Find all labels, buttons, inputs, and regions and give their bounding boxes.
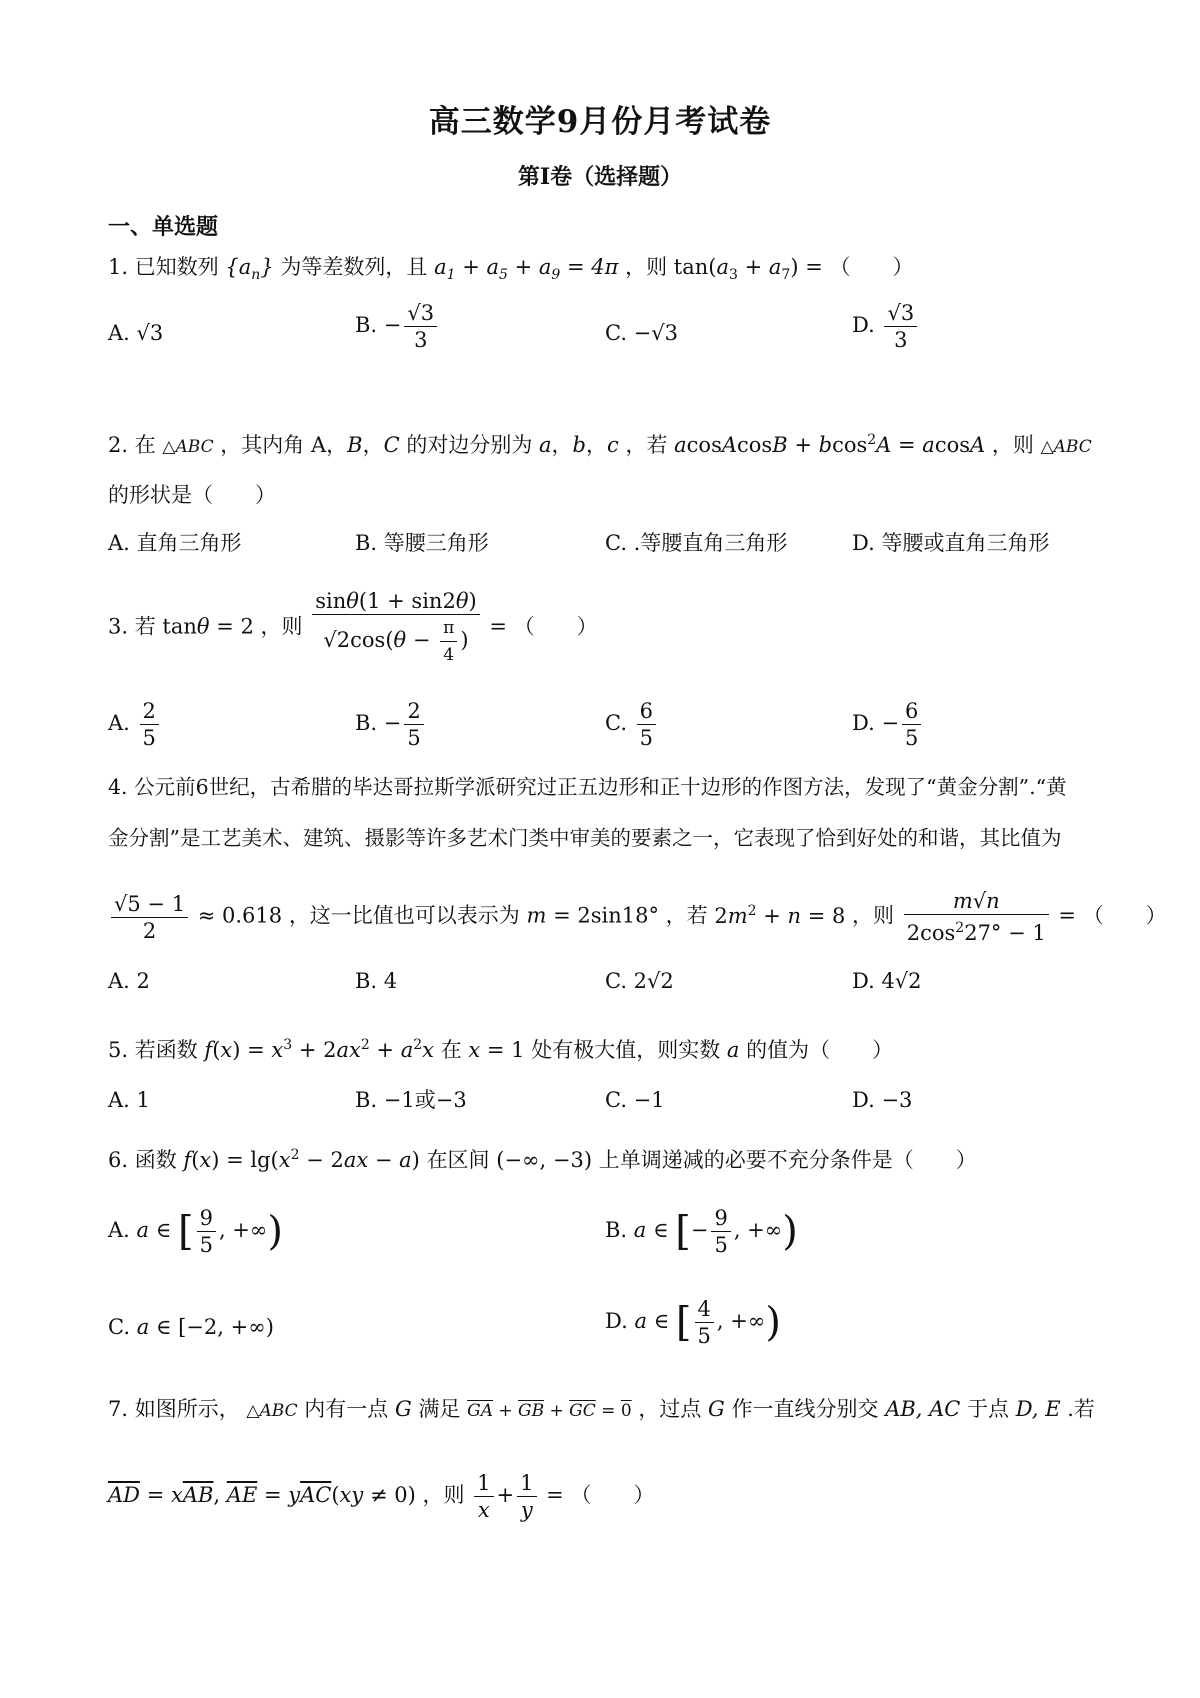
q6-option-d[interactable]: D. a ∈ [ $\frac{4}{5}$ , +∞) <box>605 1297 781 1348</box>
q5-option-a[interactable]: A. 1 <box>108 1088 150 1112</box>
q2-option-a[interactable]: A. 直角三角形 <box>108 531 242 555</box>
question-1: 1. 已知数列 $\{a_n\}$ 为等差数列，且 $a_1 + a_5 + a_9 = 4\pi$ ，则 $\tan(a_3 + a_7)$ = （ ） <box>108 255 914 284</box>
q3-option-d[interactable]: D. − $\frac{6}{5}$ <box>852 698 924 751</box>
question-3: 3. 若 tanθ = 2 ，则 sinθ(1 + sin2θ) √2cos(θ − $\frac{\pi}{4}$ ) = （ ） <box>108 589 598 665</box>
q3-option-a[interactable]: A. $\frac{2}{5}$ <box>108 698 162 751</box>
question-4-line2: 金分割”是工艺美术、建筑、摄影等许多艺术门类中审美的要素之一，它表现了恰到好处的和谐，其比值为 <box>108 826 1062 850</box>
q4-option-d[interactable]: D. 4√2 <box>852 969 922 993</box>
q4-option-a[interactable]: A. 2 <box>108 969 150 993</box>
q5-option-b[interactable]: B. −1或−3 <box>355 1088 467 1112</box>
q3-option-b[interactable]: B. − $\frac{2}{5}$ <box>355 698 427 751</box>
exam-subtitle: 第Ⅰ卷（选择题） <box>517 164 683 190</box>
q6-option-c[interactable]: C. a ∈ [−2, +∞) <box>108 1315 274 1339</box>
q6-option-b[interactable]: B. a ∈ [− $\frac{9}{5}$ , +∞) <box>605 1206 798 1257</box>
q1-option-b[interactable]: B. − $\frac{√3}{3}$ <box>355 300 440 353</box>
exam-title: 高三数学9月份月考试卷 <box>428 104 772 140</box>
q1-option-c[interactable]: C. −√3 <box>605 321 679 345</box>
q4-option-c[interactable]: C. 2√2 <box>605 969 674 993</box>
q2-option-d[interactable]: D. 等腰或直角三角形 <box>852 531 1050 555</box>
section-heading: 一、单选题 <box>108 214 219 240</box>
question-4-line1: 4. 公元前6世纪，古希腊的毕达哥拉斯学派研究过正五边形和正十边形的作图方法，发现了“黄金分割”.“黄 <box>108 775 1067 799</box>
q6-option-a[interactable]: A. a ∈ [ $\frac{9}{5}$ , +∞) <box>108 1206 284 1257</box>
q5-option-c[interactable]: C. −1 <box>605 1088 665 1112</box>
question-6: 6. 函数 $f(x) = \lg(x^2 - 2ax - a)$ 在区间 (−∞, −3) 上单调递减的必要不充分条件是（ ） <box>108 1147 977 1172</box>
q1-option-d[interactable]: D. $\frac{√3}{3}$ <box>852 300 920 353</box>
question-2-line2: 的形状是（ ） <box>108 483 276 507</box>
q1-option-a[interactable]: A. √3 <box>108 321 164 345</box>
question-2: 2. 在 △ABC ，其内角 A，B，C 的对边分别为 a，b，c ，若 acosAcosB + bcos$^2$A = acosA ，则 △ABC <box>108 432 1092 457</box>
q5-option-d[interactable]: D. −3 <box>852 1088 913 1112</box>
q3-option-c[interactable]: C. $\frac{6}{5}$ <box>605 698 659 751</box>
q4-option-b[interactable]: B. 4 <box>355 969 398 993</box>
question-7: 7. 如图所示， △ABC 内有一点 G 满足 $\overline{GA} + \overline{GB} + \overline{GC} = 0$ ，过点 G 作一直线分别交 AB, AC 于点 D, E .若 <box>108 1397 1095 1421</box>
question-7-line2: $\overline{AD} = x\overline{AB}$, $\overline{AE} = y\overline{AC}(xy \ne 0)$ ，则 $\frac{1}{x}$ + $\frac{1}{y}$ = （ ） <box>108 1471 655 1522</box>
q2-option-c[interactable]: C. .等腰直角三角形 <box>605 531 788 555</box>
question-4-line3: $\frac{√5 - 1}{2}$ ≈ 0.618 ，这一比值也可以表示为 m = 2sin18° ，若 $2m^2 + n = 8$ ，则 $\frac{m√n}{2\cos^227^\circ - 1}$ = （ ） <box>108 888 1167 946</box>
q2-option-b[interactable]: B. 等腰三角形 <box>355 531 489 555</box>
question-5: 5. 若函数 $f(x) = x^3 + 2ax^2 + a^2x$ 在 x = 1 处有极大值，则实数 a 的值为（ ） <box>108 1037 894 1062</box>
